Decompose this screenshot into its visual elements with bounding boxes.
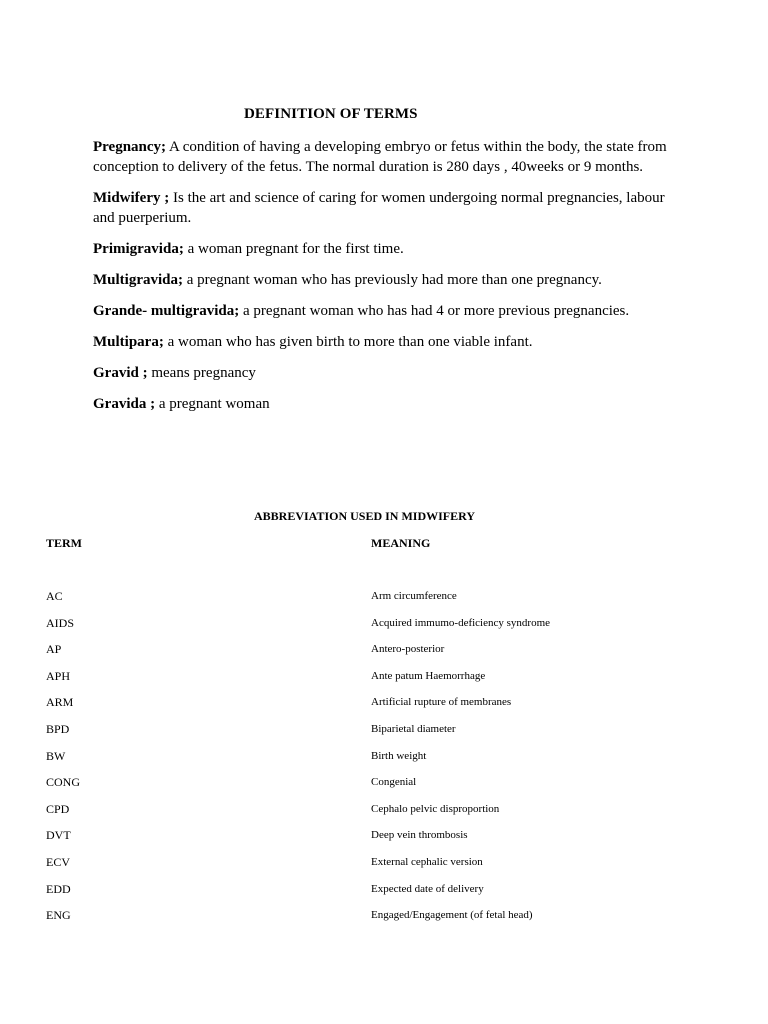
definitions-title: DEFINITION OF TERMS (244, 106, 418, 122)
abbreviation-cell: AP (46, 642, 62, 657)
meaning-cell: Engaged/Engagement (of fetal head) (371, 909, 533, 922)
definition-item (93, 394, 683, 414)
definition-term: Gravid ; (93, 365, 148, 381)
meaning-cell: External cephalic version (371, 855, 483, 868)
term-column-header: TERM (46, 536, 82, 550)
definition-item (93, 270, 683, 290)
table-row (46, 722, 686, 749)
table-row (46, 642, 686, 669)
table-row (46, 695, 686, 722)
definition-term: Primigravida; (93, 241, 184, 257)
table-row (46, 775, 686, 802)
meaning-cell: Cephalo pelvic disproportion (371, 802, 500, 815)
meaning-column-header: MEANING (371, 536, 431, 550)
abbreviation-cell: BW (46, 748, 66, 763)
definition-text: a pregnant woman (155, 396, 270, 412)
abbreviation-cell: DVT (46, 828, 71, 843)
definition-item (93, 137, 683, 177)
definition-term: Multigravida; (93, 272, 183, 288)
abbreviation-cell: ENG (46, 908, 71, 923)
abbreviation-cell: CONG (46, 775, 81, 790)
definitions-list (93, 137, 683, 425)
table-row (46, 855, 686, 882)
table-row (46, 589, 686, 616)
definition-text: a woman who has given birth to more than one viable infant. (163, 334, 533, 350)
meaning-cell: Antero-posterior (371, 643, 445, 656)
definition-text: a pregnant woman who has had 4 or more previous pregnancies. (239, 303, 630, 319)
meaning-cell: Artificial rupture of membranes (371, 696, 512, 709)
table-row (46, 828, 686, 855)
definition-text: Is the art and science of caring for women undergoing normal pregnancies, labour and puerperium. (93, 190, 665, 226)
definition-text: a woman pregnant for the first time. (183, 241, 404, 257)
table-row (46, 908, 686, 935)
definition-term: Gravida ; (93, 396, 156, 412)
table-row (46, 616, 686, 643)
definition-item (93, 363, 683, 383)
table-row (46, 882, 686, 909)
table-row (46, 669, 686, 696)
definition-term: Grande- multigravida; (93, 303, 240, 319)
table-row (46, 802, 686, 829)
definition-item (93, 301, 683, 321)
abbreviation-cell: BPD (46, 721, 70, 736)
meaning-cell: Birth weight (371, 749, 427, 762)
abbreviation-cell: APH (46, 668, 71, 683)
abbreviation-cell: CPD (46, 801, 70, 816)
definition-term: Pregnancy; (93, 139, 167, 155)
meaning-cell: Arm circumference (371, 590, 457, 602)
meaning-cell: Ante patum Haemorrhage (371, 669, 486, 682)
abbreviation-cell: ARM (46, 695, 74, 710)
definition-item (93, 239, 683, 259)
meaning-cell: Expected date of delivery (371, 882, 484, 895)
abbreviation-cell: ECV (46, 854, 70, 869)
abbreviation-cell: AIDS (46, 615, 75, 630)
meaning-cell: Biparietal diameter (371, 722, 456, 735)
abbreviations-title: ABBREVIATION USED IN MIDWIFERY (254, 509, 476, 523)
definition-item (93, 188, 683, 228)
abbreviation-cell: EDD (46, 881, 71, 896)
definition-term: Multipara; (93, 334, 164, 350)
meaning-cell: Congenial (371, 776, 417, 789)
table-row (46, 749, 686, 776)
definition-text: a pregnant woman who has previously had more than one pregnancy. (183, 272, 602, 288)
definition-text: A condition of having a developing embryo or fetus within the body, the state from conception to delivery of the fetus. The normal duration is 280 days , 40weeks or 9 months. (93, 139, 667, 175)
meaning-cell: Deep vein thrombosis (371, 829, 468, 842)
definition-item (93, 332, 683, 352)
abbreviation-cell: AC (46, 589, 63, 603)
meaning-cell: Acquired immumo-deficiency syndrome (371, 616, 551, 629)
abbreviations-table (46, 589, 686, 935)
definition-term: Midwifery ; (93, 190, 170, 206)
definition-text: means pregnancy (147, 365, 256, 381)
